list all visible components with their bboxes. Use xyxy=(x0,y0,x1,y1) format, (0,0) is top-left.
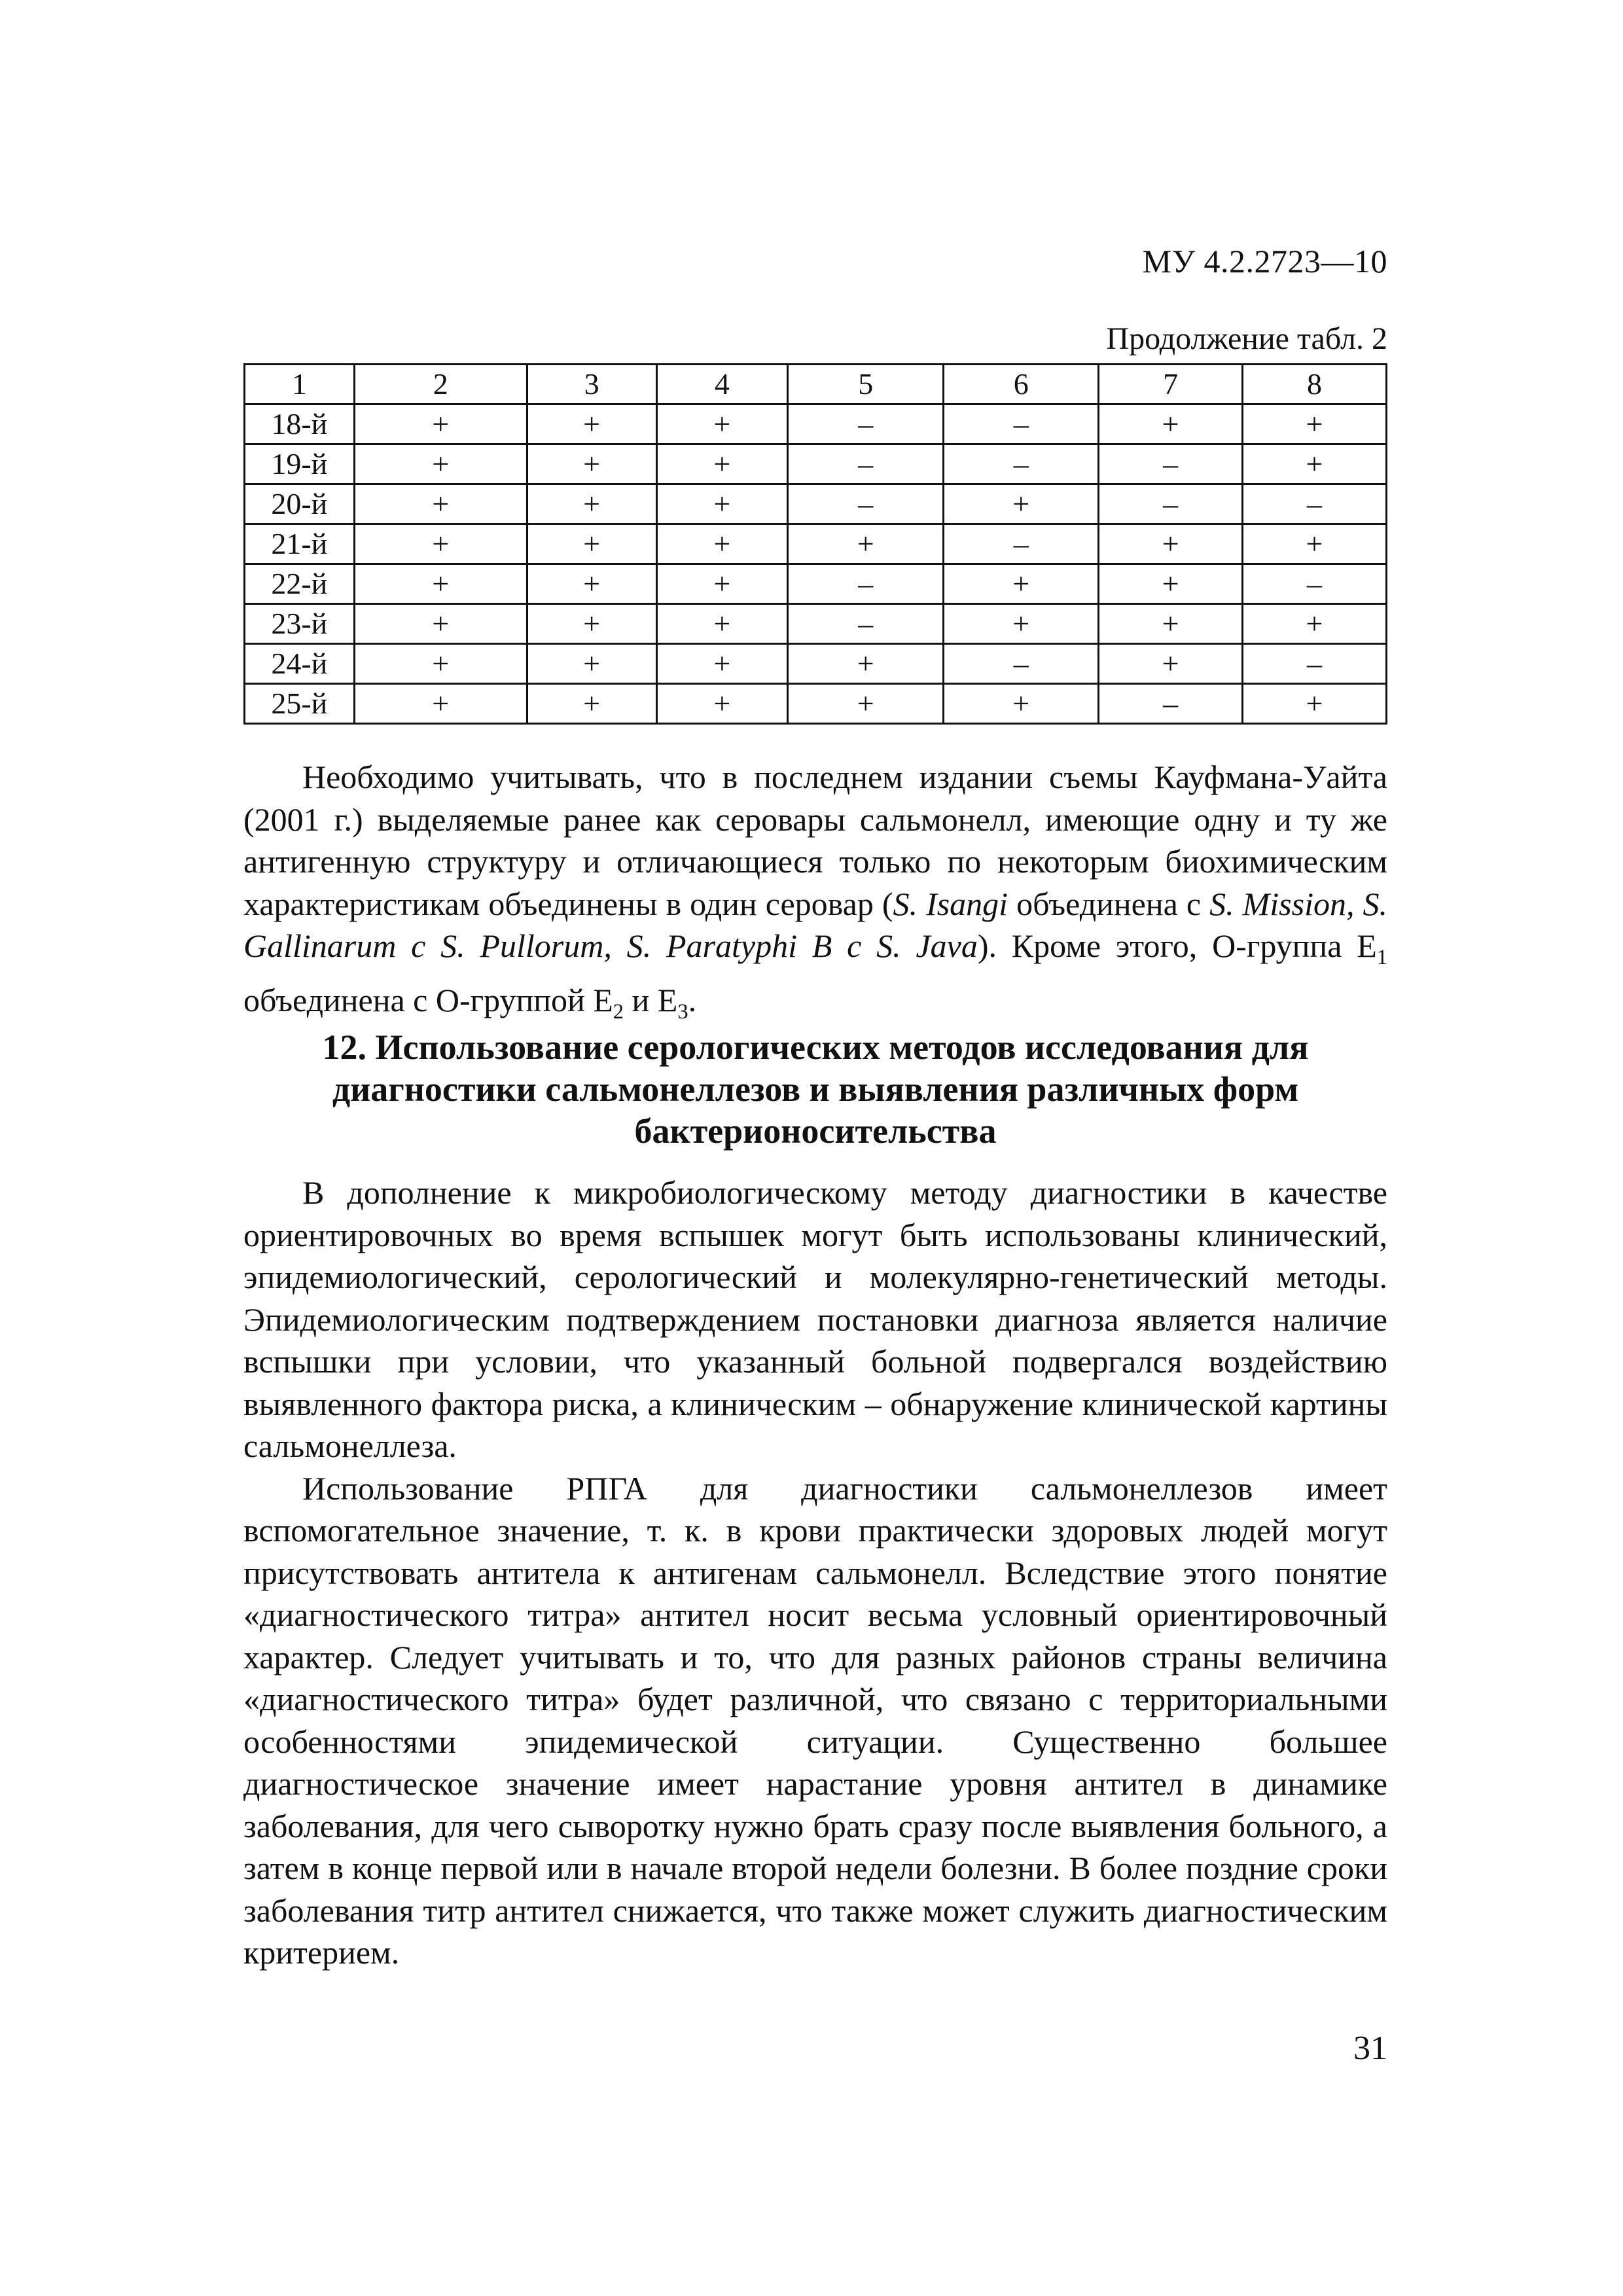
table-cell: + xyxy=(1243,604,1387,644)
paragraph-kauffmann-white xyxy=(243,756,1387,1033)
table-cell: – xyxy=(1243,644,1387,684)
paragraph-text xyxy=(243,756,1387,1033)
table-cell: + xyxy=(1099,404,1243,444)
table-cell: + xyxy=(527,684,656,724)
table-cell: + xyxy=(656,564,788,604)
table-cell: + xyxy=(656,484,788,524)
table-cell: + xyxy=(1243,444,1387,484)
table-cell: + xyxy=(354,684,527,724)
text-span: ). Кроме этого, О-группа Е xyxy=(977,927,1377,964)
table-cell: + xyxy=(944,484,1099,524)
table-cell: + xyxy=(354,604,527,644)
table-cell: + xyxy=(527,564,656,604)
serovar-table xyxy=(243,363,1387,725)
table-cell: + xyxy=(656,444,788,484)
section-heading: 12. Использование серологических методов исследования для диагностики сальмонеллезов и выявления различных форм бактерионосительства xyxy=(322,1028,1309,1151)
table-cell: – xyxy=(1243,564,1387,604)
table-row xyxy=(245,564,1387,604)
column-header: 4 xyxy=(656,365,788,404)
text-span: Необходимо учитывать, что в последнем издании съемы Кауфмана-Уайта (2001 г.) выделяемые ранее как серовары сальмонелл, имеющие одну и ту же антигенную структуру и отличающиеся только по некоторым биохимическим характеристикам объединены в один серовар ( xyxy=(243,759,1387,922)
table-cell: + xyxy=(354,444,527,484)
species-name: S. Mission, S. Gallinarum xyxy=(243,885,1388,964)
table-cell: + xyxy=(1243,404,1387,444)
text-span: и Е xyxy=(624,981,678,1018)
table-cell: + xyxy=(656,644,788,684)
row-label-cell: 20-й xyxy=(245,484,355,524)
table-cell: + xyxy=(944,564,1099,604)
table-cell: – xyxy=(788,484,944,524)
table-cell: + xyxy=(1099,644,1243,684)
table-cell: + xyxy=(527,444,656,484)
text-span: с xyxy=(832,927,877,964)
table-cell: – xyxy=(944,644,1099,684)
table-cell: + xyxy=(656,404,788,444)
table-caption: Продолжение табл. 2 xyxy=(1106,321,1387,356)
table-cell: – xyxy=(944,524,1099,564)
table-cell: + xyxy=(656,684,788,724)
table-cell: + xyxy=(354,644,527,684)
table-cell: + xyxy=(656,604,788,644)
table-cell: + xyxy=(656,524,788,564)
table-cell: + xyxy=(1099,524,1243,564)
table-cell: + xyxy=(527,644,656,684)
subscript: 3 xyxy=(677,999,688,1024)
row-label-cell: 18-й xyxy=(245,404,355,444)
column-header: 3 xyxy=(527,365,656,404)
table-cell: + xyxy=(354,484,527,524)
table-cell: – xyxy=(788,404,944,444)
table-row xyxy=(245,484,1387,524)
row-label-cell: 22-й xyxy=(245,564,355,604)
table-cell: + xyxy=(788,524,944,564)
row-label-cell: 23-й xyxy=(245,604,355,644)
table-cell: + xyxy=(527,404,656,444)
table-cell: + xyxy=(354,404,527,444)
table-body xyxy=(245,404,1387,724)
text-span: с xyxy=(396,927,441,964)
body-text xyxy=(243,1172,1387,1974)
table-cell: + xyxy=(788,644,944,684)
table-cell: + xyxy=(354,524,527,564)
text-span: объединена с О-группой Е xyxy=(243,981,613,1018)
species-name: S. Java xyxy=(876,927,978,964)
table-cell: + xyxy=(1243,684,1387,724)
table-row xyxy=(245,684,1387,724)
column-header: 5 xyxy=(788,365,944,404)
table-row xyxy=(245,644,1387,684)
table-cell: + xyxy=(527,604,656,644)
table-cell: – xyxy=(1099,484,1243,524)
table-cell: – xyxy=(788,444,944,484)
table-cell: + xyxy=(1099,564,1243,604)
table-cell: + xyxy=(944,684,1099,724)
row-label-cell: 21-й xyxy=(245,524,355,564)
table-cell: – xyxy=(1243,484,1387,524)
subscript: 1 xyxy=(1376,946,1387,969)
table-cell: – xyxy=(788,564,944,604)
subscript: 2 xyxy=(613,999,624,1024)
row-label-cell: 25-й xyxy=(245,684,355,724)
species-name: S. Isangi xyxy=(893,885,1008,922)
page-number: 31 xyxy=(1353,2030,1387,2067)
table-row xyxy=(245,604,1387,644)
table-cell: + xyxy=(1243,524,1387,564)
species-name: S. Pullorum, S. Paratyphi B xyxy=(440,927,832,964)
column-header: 2 xyxy=(354,365,527,404)
row-label-cell: 24-й xyxy=(245,644,355,684)
column-header: 7 xyxy=(1099,365,1243,404)
table-row xyxy=(245,524,1387,564)
table-cell: + xyxy=(527,484,656,524)
text-span: объединена с xyxy=(1008,885,1210,922)
column-header: 1 xyxy=(245,365,355,404)
table-header-row xyxy=(245,365,1387,404)
table-cell: – xyxy=(944,444,1099,484)
table-cell: + xyxy=(1099,604,1243,644)
table-cell: + xyxy=(788,684,944,724)
table-cell: – xyxy=(944,404,1099,444)
table-row xyxy=(245,404,1387,444)
column-header: 6 xyxy=(944,365,1099,404)
paragraph-diagnostic-methods: В дополнение к микробиологическому методу диагностики в качестве ориентировочных во время вспышек могут быть использованы клинический, эпидемиологический, серологический и молекулярно-генетический методы. Эпидемиологическим подтверждением постановки диагноза является наличие вспышки при условии, что указанный больной подвергался воздействию выявленного фактора риска, а клиническим – обнаружение клинической картины сальмонеллеза. xyxy=(243,1174,1387,1464)
table-cell: – xyxy=(1099,684,1243,724)
table-cell: + xyxy=(944,604,1099,644)
paragraph-rpga: Использование РПГА для диагностики сальмонеллезов имеет вспомогательное значение, т. к. в крови практически здоровых людей могут присутствовать антитела к антигенам сальмонелл. Вследствие этого понятие «диагностического титра» антител носит весьма условный ориентировочный характер. Следует учитывать и то, что для разных районов страны величина «диагностического титра» будет различной, что связано с территориальными особенностями эпидемической ситуации. Существенно большее диагностическое значение имеет нарастание уровня антител в динамике заболевания, для чего сыворотку нужно брать сразу после выявления больного, а затем в конце первой или в начале второй недели болезни. В более поздние сроки заболевания титр антител снижается, что также может служить диагностическим критерием. xyxy=(243,1469,1387,1971)
table-cell: + xyxy=(527,524,656,564)
table-cell: + xyxy=(354,564,527,604)
document-code: МУ 4.2.2723—10 xyxy=(1142,243,1387,279)
column-header: 8 xyxy=(1243,365,1387,404)
table-cell: – xyxy=(1099,444,1243,484)
table-cell: – xyxy=(788,604,944,644)
row-label-cell: 19-й xyxy=(245,444,355,484)
text-span: . xyxy=(688,981,697,1018)
table-row xyxy=(245,444,1387,484)
